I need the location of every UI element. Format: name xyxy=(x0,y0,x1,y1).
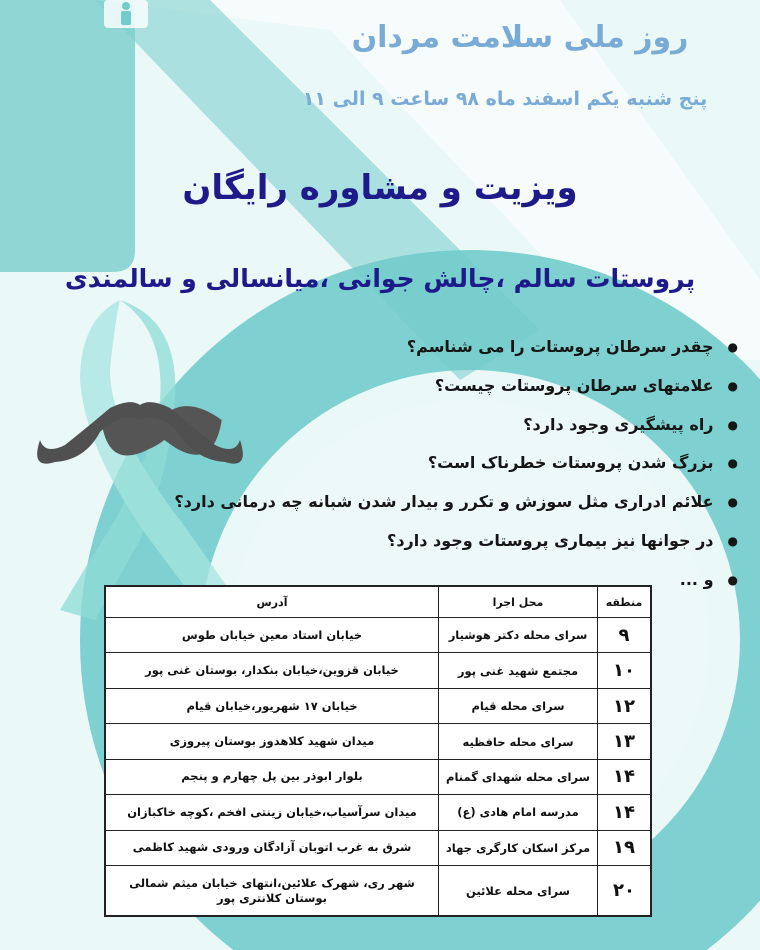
table-row xyxy=(106,618,651,653)
cell-place: سرای محله قیام xyxy=(439,688,598,723)
cell-region: ۹ xyxy=(598,618,651,653)
cell-place: سرای محله حافظیه xyxy=(439,724,598,759)
table-row xyxy=(106,653,651,688)
cell-address: شهر ری، شهرک علائین،انتهای خیابان میثم شمالی بوستان کلانتری پور xyxy=(106,866,439,916)
cell-address: خیابان قزوین،خیابان بنکدار، بوستان غنی پور xyxy=(106,653,439,688)
cell-address: میدان سرآسیاب،خیابان زینتی افخم ،کوچه خاکبازان xyxy=(106,795,439,830)
subheadline: پروستات سالم ،چالش جوانی ،میانسالی و سالمندی xyxy=(64,264,696,293)
header-address: آدرس xyxy=(106,587,439,618)
cell-region: ۱۹ xyxy=(598,830,651,865)
question-list xyxy=(138,328,738,600)
cell-address: خیابان ۱۷ شهریور،خیابان قیام xyxy=(106,688,439,723)
cell-address: بلوار ابوذر بین پل چهارم و پنجم xyxy=(106,759,439,794)
page-title: روز ملی سلامت مردان xyxy=(351,20,689,55)
table-header-row xyxy=(106,587,651,618)
person-icon xyxy=(104,0,148,28)
cell-place: مدرسه امام هادی (ع) xyxy=(439,795,598,830)
header-region: منطقه xyxy=(598,587,651,618)
male-symbol-arrow-left-bar xyxy=(0,0,135,272)
headline: ویزیت و مشاوره رایگان xyxy=(182,168,578,208)
list-item: ● علامتهای سرطان پروستات چیست؟ xyxy=(138,367,738,406)
list-item: ● راه پیشگیری وجود دارد؟ xyxy=(138,406,738,445)
cell-region: ۱۴ xyxy=(598,759,651,794)
event-date: پنج شنبه یکم اسفند ماه ۹۸ ساعت ۹ الی ۱۱ xyxy=(302,88,708,110)
locations-table xyxy=(104,585,652,917)
cell-place: مرکز اسکان کارگری جهاد xyxy=(439,830,598,865)
header-place: محل اجرا xyxy=(439,587,598,618)
table-row xyxy=(106,866,651,916)
cell-place: سرای محله دکتر هوشیار xyxy=(439,618,598,653)
list-item: ● و ... xyxy=(138,561,738,600)
table-row xyxy=(106,795,651,830)
table-row xyxy=(106,759,651,794)
cell-place: سرای محله علائین xyxy=(439,866,598,916)
list-item: ● بزرگ شدن پروستات خطرناک است؟ xyxy=(138,444,738,483)
cell-region: ۱۲ xyxy=(598,688,651,723)
cell-place: سرای محله شهدای گمنام xyxy=(439,759,598,794)
cell-region: ۱۳ xyxy=(598,724,651,759)
list-item: ● علائم ادراری مثل سوزش و تکرر و بیدار شدن شبانه چه درمانی دارد؟ xyxy=(138,483,738,522)
table-row xyxy=(106,724,651,759)
cell-address: خیابان استاد معین خیابان طوس xyxy=(106,618,439,653)
cell-address: میدان شهید کلاهدوز بوستان پیروزی xyxy=(106,724,439,759)
list-item: ● چقدر سرطان پروستات را می شناسم؟ xyxy=(138,328,738,367)
list-item: ● در جوانها نیز بیماری پروستات وجود دارد؟ xyxy=(138,522,738,561)
table-row xyxy=(106,688,651,723)
cell-region: ۲۰ xyxy=(598,866,651,916)
cell-address: شرق به غرب اتوبان آزادگان ورودی شهید کاظمی xyxy=(106,830,439,865)
table-row xyxy=(106,830,651,865)
cell-region: ۱۰ xyxy=(598,653,651,688)
cell-place: مجتمع شهید غنی پور xyxy=(439,653,598,688)
cell-region: ۱۴ xyxy=(598,795,651,830)
